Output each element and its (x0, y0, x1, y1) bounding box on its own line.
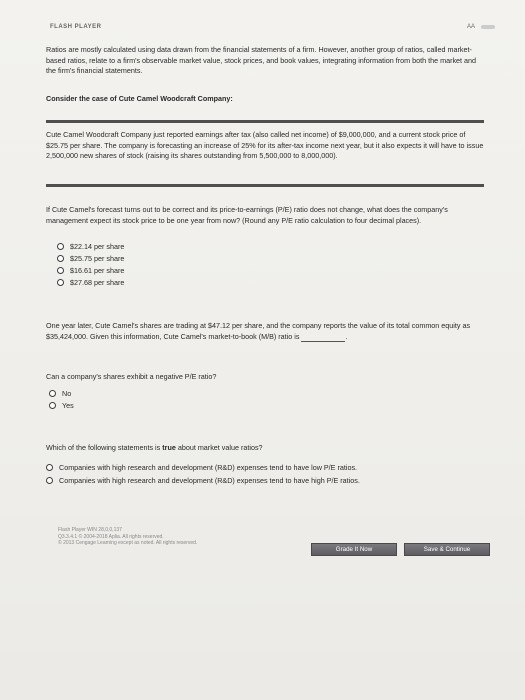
q3-option-no[interactable]: No (49, 389, 71, 398)
radio-icon[interactable] (46, 464, 53, 471)
save-continue-button[interactable]: Save & Continue (404, 543, 490, 556)
radio-icon[interactable] (49, 390, 56, 397)
radio-icon[interactable] (57, 267, 64, 274)
q3-option-yes[interactable]: Yes (49, 401, 74, 410)
mb-ratio-dropdown[interactable] (301, 333, 345, 342)
question-2-text: One year later, Cute Camel's shares are trading at $47.12 per share, and the company reports the value of its total common equity as $35,424,000. Given this information, Cute Camel's market-to-book (M/B) ratio is . (46, 321, 471, 341)
text-size-icon[interactable]: AA (466, 24, 475, 30)
radio-icon[interactable] (57, 255, 64, 262)
grade-it-now-button[interactable]: Grade It Now (311, 543, 397, 556)
divider-bottom (46, 184, 484, 187)
q4-option-1[interactable]: Companies with high research and development (R&D) expenses tend to have low P/E ratios. (46, 463, 357, 472)
consider-text: Consider the case of Cute Camel Woodcraft Company: (46, 94, 233, 103)
radio-icon[interactable] (57, 243, 64, 250)
top-toolbar (30, 24, 495, 34)
toolbar-pill-icon[interactable] (481, 25, 495, 29)
q1-option-4[interactable]: $27.68 per share (57, 278, 124, 287)
footer-copyright: Flash Player WIN 28,0,0,137 Q3.3.4.1 © 2004-2018 Aplia. All rights reserved. © 2013 Cengage Learning except as noted. All rights reserved. (58, 527, 198, 546)
question-3-text: Can a company's shares exhibit a negative P/E ratio? (46, 372, 217, 381)
toolbar-right (467, 24, 495, 30)
toolbar-left-text: FLASH PLAYER (50, 24, 102, 30)
q4-option-2[interactable]: Companies with high research and development (R&D) expenses tend to have high P/E ratios. (46, 476, 360, 485)
scenario-text: Cute Camel Woodcraft Company just reported earnings after tax (also called net income) of $9,000,000, and a current stock price of $25.75 per share. The company is forecasting an increase of 25% for its after-tax income next year, but it also expects it will have to issue 2,500,000 new shares of stock (raising its shares outstanding from 5,500,000 to 8,000,000). (46, 130, 484, 160)
divider-top (46, 120, 484, 123)
q1-option-1[interactable]: $22.14 per share (57, 242, 124, 251)
radio-icon[interactable] (46, 477, 53, 484)
question-4-text: Which of the following statements is true about market value ratios? (46, 443, 263, 452)
radio-icon[interactable] (57, 279, 64, 286)
q1-option-3[interactable]: $16.61 per share (57, 266, 124, 275)
question-1-text: If Cute Camel's forecast turns out to be correct and its price-to-earnings (P/E) ratio does not change, what does the company's management expect its stock price to be one year from now? (Round any P/E ratio calculation to four decimal places). (46, 205, 448, 225)
radio-icon[interactable] (49, 402, 56, 409)
q1-option-2[interactable]: $25.75 per share (57, 254, 124, 263)
intro-text: Ratios are mostly calculated using data drawn from the financial statements of a firm. However, another group of ratios, called market-based ratios, relate to a firm's observable market value, stock prices, and book values, integrating information from both the market and the firm's financial statements. (46, 45, 477, 75)
